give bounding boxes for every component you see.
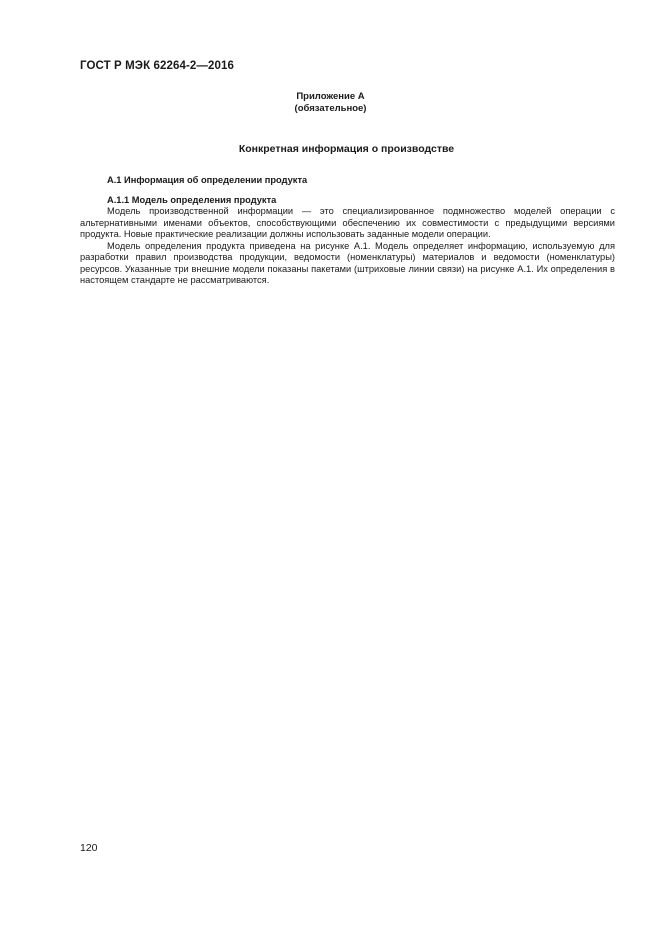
- annex-status: (обязательное): [294, 103, 367, 114]
- heading-a1: А.1 Информация об определении продукта: [107, 175, 308, 185]
- paragraph-1: Модель производственной информации — это специализированное подмножество моделей операции с альтернативными именами объектов, способствующими обеспечению их совместимости с предыдущими версиями продукта. Новые практические реализации должны использовать заданные модели операции.: [80, 206, 615, 239]
- heading-a1-1: А.1.1 Модель определения продукта: [107, 194, 277, 205]
- running-header-standard-id: ГОСТ Р МЭК 62264-2—2016: [80, 60, 234, 72]
- annex-heading: [0, 91, 661, 115]
- page-number: 120: [80, 842, 98, 854]
- body-content: [80, 175, 615, 287]
- paragraph-2: Модель определения продукта приведена на рисунке А.1. Модель определяет информацию, используемую для разработки правил производства продукции, ведомости (номенклатуры) материалов и ведомости (номенклатуры) ресурсов. Указанные три внешние модели показаны пакетами (штриховые линии связи) на рисунке А.1. Их определения в настоящем стандарте не рассматриваются.: [80, 240, 615, 285]
- annex-title: Приложение А: [296, 91, 365, 102]
- section-title: Конкретная информация о производстве: [238, 143, 455, 155]
